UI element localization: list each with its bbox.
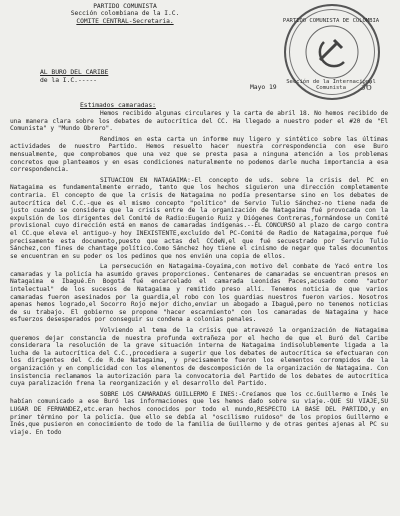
letter-date: Mayo 19 bbox=[250, 83, 277, 91]
handwritten-number: 36 bbox=[359, 82, 372, 93]
paragraph-1: Hemos recibido algunas circulares y la carta de abril 18. No hemos recibido de una manera clara sobre los debates de autocrítica del CC. Ha llegado a nuestro poder el #20 de "El Comunista" y "Mundo Obrero". bbox=[10, 110, 388, 133]
paragraph-4: La persecución en Natagaima-Coyaima,con motivo del combate de Yacó entre los camaradas y la policía ha asumido graves proporciones. Centenares de camaradas se encuentran presos en Natagaima e Ibagué.En Bogotá fué encarcelado el camarada Leonidas Paces,acusado como "autor intelectual" de los sucesos de Natagaima y remitido preso allí. Tenemos noticia de que varios camaradas fueron asesinados por la guardia,el robo con los guardias nuestros fueron varios. Nosotros apenas hemos logrado,el Socorro Rojo mejor dicho,enviar un abogado a Ibagué,pero no tenemos noticias de su trabajo. El gobierno se propone "hacer escarmiento" con los camaradas de Natagaima y hace esfuerzos desesperados por conseguir su condena a colonias penales. bbox=[10, 263, 388, 324]
party-section: Sección colombiana de la I.C. bbox=[70, 10, 180, 18]
seal-inscription bbox=[276, 18, 386, 92]
paragraph-5: Volviendo al tema de la crisis que atravezó la organización de Natagaima queremos dejar constancia de nuestra profunda extrañeza por el hecho de que el Buró del Caribe considerara la resolución de la grave situación interna de Natagaima indisolublemente ligada a la lucha de la autocrítica del C.C.,procediera a sugerir que los debates de autocrítica se efectuaran con los dirigentes del C.de R.de Natagaima, y precisamente fueron los elementos corrompidos de la organización y en complicidad con los elementos de descomposición de la organización de Natagaima. Con insistencia reclamamos la autorización para la convocatoria del Partido de los debates de autocrítica cuya paralización frena la reorganización y el desarrollo del Partido. bbox=[10, 327, 388, 388]
letter-body bbox=[10, 110, 388, 439]
recipient-block bbox=[40, 68, 108, 84]
paragraph-2: Rendimos en esta carta un informe muy ligero y sintético sobre las últimas actividades de nuestro Partido. Hemos resuelto hacer nuestra correspondencia con ese Buro mensualmente, que comprobamos que una vez que se presta pasa a ninguna atención a los problemas concretos que planteamos y en esas condiciones naturalmente no podemos darle mucha importancia a esa correspondencia. bbox=[10, 135, 388, 174]
party-name: PARTIDO COMUNISTA bbox=[93, 3, 157, 10]
seal-inner-text: Sección de la Internacional Comunista bbox=[286, 78, 376, 91]
paragraph-6: SOBRE LOS CAMARADAS GUILLERMO E INES:-Creíamos que los cc.Guillermo e Inés le habían comunicado a ese Buró las informaciones que les hemos dado sobre su viaje.-QUE SU VIAJE,SU LUGAR DE FERNANDEZ,etc.eran hechos conocidos por todo el mundo,RESPECTO LA BASE DEL PARTIDO,y en primer término por la policía. Que ello se debía al "oscilismo ruidoso" de los propios Guillermo e Inés,que pusieron en conocimiento de todo de la familia de Guillermo y de otras gentes ajenas al PC su viaje. En todo bbox=[10, 390, 388, 436]
committee-line: COMITE CENTRAL-Secretaria. bbox=[76, 17, 174, 25]
letterhead bbox=[40, 3, 210, 25]
paragraph-3: SITUACION EN NATAGAIMA:-El concepto de uds. sobre la crisis del PC en Natagaima es fundamentalmente errado, tanto que los hechos siguieron una dirección completamente contraria. El concepto de que la crisis de Natagaima no podía presentarse sino en los debates de autocrítica del C.C.-que es el mismo concepto "político" de Servio Tulio Sánchez-no tiene nada de justo cuando se considera que la crisis entre de la organización de Natagaima fué provocada con la expulsión de los dirigentes del Comité de Radio:Eugenio Ruiz y Diógenes Contreras,formándose un Comité provisional cuyo dirección está en manos de camaradas indígenas.--EL CONCURSO al plazo de cargo contra el CC.que eleva el antiguo-y hoy INEXISTENTE,excluído del PC-Comité de Radio de Natagaima,porque fué precisamente esta documento,puesto que actas del CCdeN,el que fué secuestrado por Servio Tulio Sánchez,con fines de chantage político.Como Sánchez hoy tiene el cinismo de negar que tales documentos se encuentran en su poder os los pedimos que nos envién una copia de ellos. bbox=[10, 176, 388, 260]
seal-ring-text: PARTIDO COMUNISTA DE COLOMBIA bbox=[282, 18, 380, 24]
greeting: Estimados camaradas: bbox=[80, 101, 156, 109]
recipient-line-1: AL BURO DEL CARIBE bbox=[40, 68, 109, 76]
recipient-line-2: de la I.C.----- bbox=[40, 76, 97, 84]
